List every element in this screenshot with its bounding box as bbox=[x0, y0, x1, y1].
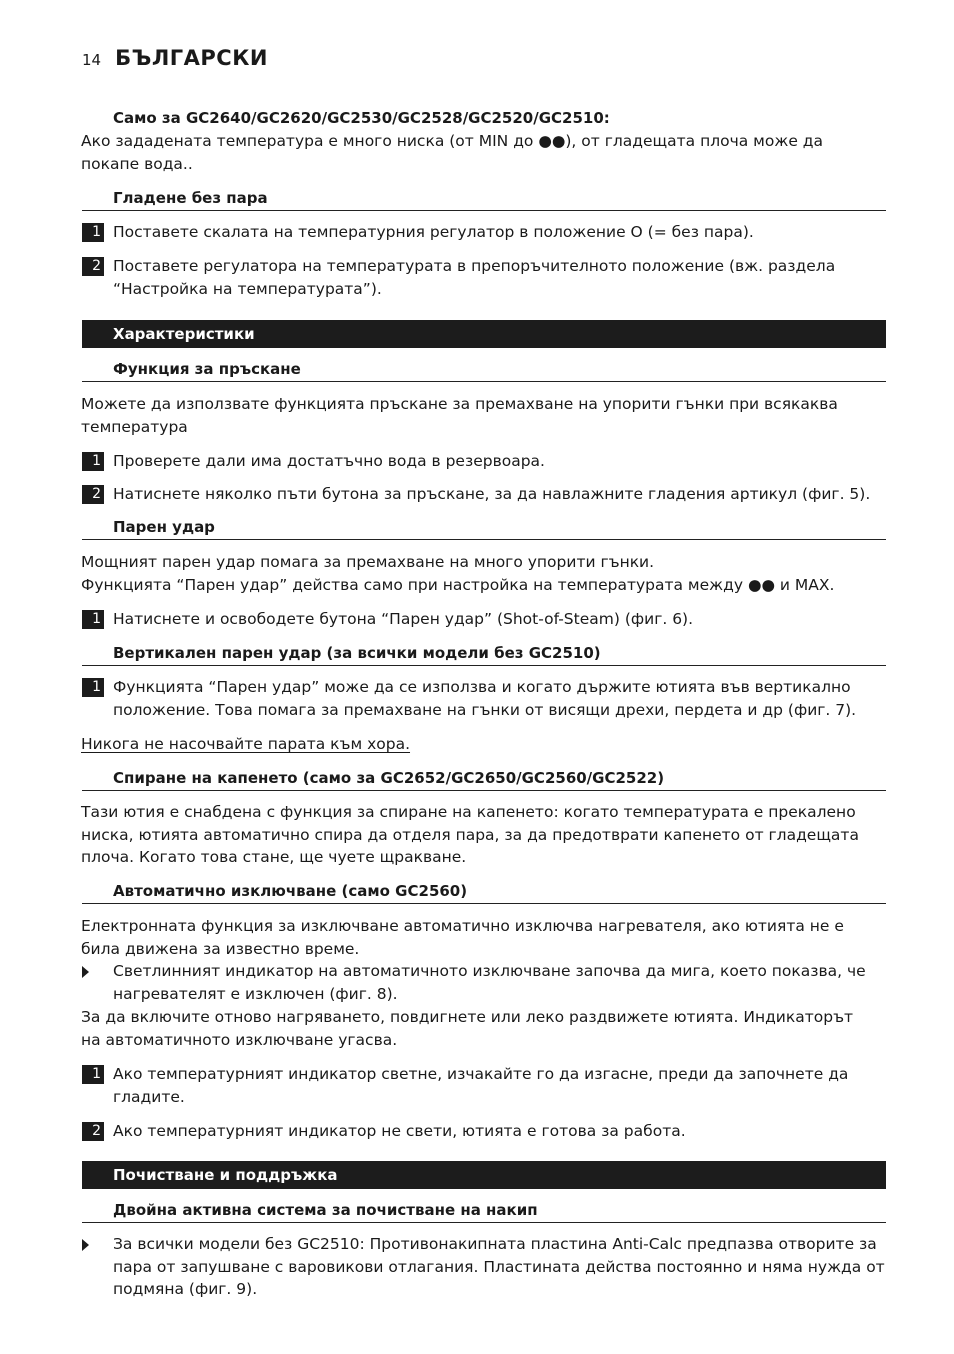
bullet-arrow-icon bbox=[82, 966, 89, 978]
step-number: 2 bbox=[82, 257, 104, 276]
step-number: 1 bbox=[82, 678, 104, 697]
cleaning-bar: Почистване и поддръжка bbox=[82, 1161, 886, 1189]
shot-step-1 bbox=[82, 608, 892, 631]
features-bar: Характеристики bbox=[82, 320, 886, 348]
shot-text-1: Мощният парен удар помага за премахване на много упорити гънки. bbox=[81, 553, 655, 571]
drip-text: Тази ютия е снабдена с функция за спиране на капенето: когато температурата е прекалено ниска, ютията автоматично спира да отделя пара, за да предотврати капенето от гладещата плоча. Когато това стане, ще чуете щракване. bbox=[81, 803, 859, 866]
spray-heading: Функция за пръскане bbox=[82, 358, 886, 382]
warning-text bbox=[81, 733, 410, 756]
bullet-text: За всички модели без GC2510: Противонакипната пластина Anti-Calc предпазва отворите за пара от запушване с варовикови отлагания. Пластината действа постоянно и няма нужда от подмяна (фиг. 9). bbox=[113, 1235, 885, 1298]
vertical-heading: Вертикален парен удар (за всички модели без GC2510) bbox=[82, 642, 886, 666]
step-text: Поставете скалата на температурния регулатор в положение O (= без пара). bbox=[113, 223, 754, 241]
step-text: Натиснете и освободете бутона “Парен удар” (Shot-of-Steam) (фиг. 6). bbox=[113, 610, 694, 628]
auto-off-step-2 bbox=[82, 1120, 892, 1143]
page-number: 14 bbox=[82, 51, 102, 69]
warning-underlined: Никога не насочвайте парата към хора. bbox=[81, 735, 411, 753]
step-number: 1 bbox=[82, 1065, 104, 1084]
decalc-heading: Двойна активна система за почистване на накип bbox=[82, 1199, 886, 1223]
note-text: Ако зададената температура е много ниска (от MIN до ●●), от гладещата плоча може да покапе вода.. bbox=[81, 132, 823, 173]
bullet-arrow-icon bbox=[82, 1239, 89, 1251]
auto-off-text: Електронната функция за изключване автоматично изключва нагревателя, ако ютията не е била движена за известно време. bbox=[81, 917, 844, 958]
step-number: 2 bbox=[82, 1122, 104, 1141]
step-number: 1 bbox=[82, 223, 104, 242]
spray-step-2 bbox=[82, 483, 892, 506]
auto-off-text-2: За да включите отново нагряването, повдигнете или леко раздвижете ютията. Индикаторът на автоматичното изключване угасва. bbox=[81, 1008, 854, 1049]
dry-ironing-heading: Гладене без пара bbox=[82, 187, 886, 211]
auto-off-heading: Автоматично изключване (само GC2560) bbox=[82, 880, 886, 904]
dry-step-1 bbox=[82, 221, 892, 244]
step-number: 1 bbox=[82, 452, 104, 471]
bullet-text: Светлинният индикатор на автоматичното изключване започва да мига, което показва, че нагревателят е изключен (фиг. 8). bbox=[113, 962, 866, 1003]
step-number: 1 bbox=[82, 610, 104, 629]
step-text: Функцията “Парен удар” може да се използва и когато държите ютията във вертикално положение. Това помага за премахване на гънки от висящи дрехи, пердета и др (фиг. 7). bbox=[113, 678, 857, 719]
step-text: Ако температурният индикатор не свети, ютията е готова за работа. bbox=[113, 1122, 686, 1140]
page-header bbox=[82, 46, 268, 70]
shot-heading: Парен удар bbox=[82, 516, 886, 540]
spray-step-1 bbox=[82, 450, 892, 473]
dry-step-2 bbox=[82, 255, 892, 300]
decalc-bullet bbox=[82, 1233, 892, 1301]
auto-off-bullet bbox=[82, 960, 892, 1005]
shot-text-2: Функцията “Парен удар” действа само при настройка на температурата между ●● и MAX. bbox=[81, 576, 835, 594]
auto-off-step-1 bbox=[82, 1063, 892, 1108]
note-heading: Само за GC2640/GC2620/GC2530/GC2528/GC2520/GC2510: bbox=[113, 109, 610, 127]
spray-text: Можете да използвате функцията пръскане за премахване на упорити гънки при всякаква температура bbox=[81, 395, 838, 436]
step-text: Проверете дали има достатъчно вода в резервоара. bbox=[113, 452, 545, 470]
language-label: БЪЛГАРСКИ bbox=[115, 46, 268, 70]
vertical-step-1 bbox=[82, 676, 892, 721]
step-text: Поставете регулатора на температурата в препоръчителното положение (вж. раздела “Настройка на температурата”). bbox=[113, 257, 836, 298]
drip-heading: Спиране на капенето (само за GC2652/GC2650/GC2560/GC2522) bbox=[82, 767, 886, 791]
step-text: Ако температурният индикатор светне, изчакайте го да изгасне, преди да започнете да гладите. bbox=[113, 1065, 849, 1106]
step-number: 2 bbox=[82, 485, 104, 504]
step-text: Натиснете няколко пъти бутона за пръскане, за да навлажните гладения артикул (фиг. 5). bbox=[113, 485, 871, 503]
